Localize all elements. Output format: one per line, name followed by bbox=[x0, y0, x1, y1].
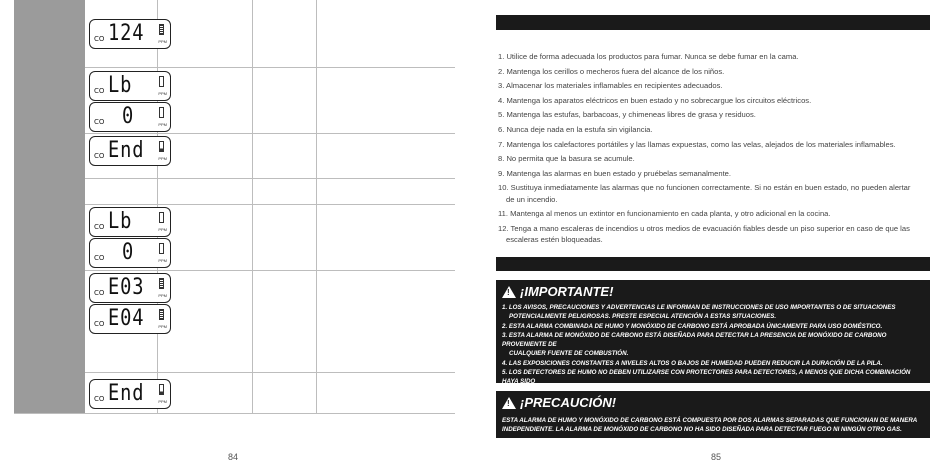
lcd-display: CO Lb PPM bbox=[89, 71, 171, 101]
battery-icon bbox=[159, 243, 164, 254]
battery-icon bbox=[159, 384, 164, 395]
section-header-bar bbox=[496, 15, 930, 30]
list-item: 8. No permita que la basura se acumule. bbox=[498, 154, 635, 164]
section-divider-bar bbox=[496, 257, 930, 271]
safety-tips-list bbox=[498, 50, 928, 248]
lcd-reading: 0 bbox=[122, 104, 135, 129]
table-row bbox=[14, 67, 455, 134]
lcd-display: CO End PPM bbox=[89, 136, 171, 166]
list-item: 4. Mantenga los aparatos eléctricos en buen estado y no sobrecargue los circuitos eléctricos. bbox=[498, 95, 812, 105]
indicator-table bbox=[14, 0, 455, 413]
important-box: ! ¡IMPORTANTE! 1. LOS AVISOS, PRECAUCIONES Y ADVERTENCIAS LE INFORMAN DE INSTRUCCIONES DE USO IMPORTANTES O DE SITUACIONES POTENCIALMENTE PELIGROSAS. PRESTE ESPECIAL ATENCIÓN A ESTAS SITUACIONES. 2. ESTA ALARMA COMBINADA DE HUMO Y MONÓXIDO DE CARBONO ESTÁ APROBADA ÚNICAMENTE PARA USO DOMÉSTICO. 3. ESTA ALARMA DE MONÓXIDO DE CARBONO ESTÁ DISEÑADA PARA DETECTAR LA PRESENCIA DE MONÓXIDO DE CARBONO PROVENIENTE DE CUALQUIER FUENTE DE COMBUSTIÓN. 4. LAS EXPOSICIONES CONSTANTES A NIVELES ALTOS O BAJOS DE HUMEDAD PUEDEN REDUCIR LA DURACIÓN DE LA PILA. 5. LOS DETECTORES DE HUMO NO DEBEN UTILIZARSE CON PROTECTORES PARA DETECTORES, A MENOS QUE DICHA COMBINACIÓN HAYA SIDO bbox=[496, 280, 930, 383]
battery-icon bbox=[159, 107, 164, 118]
important-heading: ! ¡IMPORTANTE! bbox=[502, 284, 924, 299]
caution-heading: ! ¡PRECAUCIÓN! bbox=[502, 395, 924, 410]
battery-icon bbox=[159, 309, 164, 320]
lcd-display: CO E04 PPM bbox=[89, 304, 171, 334]
list-item: 5. Mantenga las estufas, barbacoas, y chimeneas libres de grasa y residuos. bbox=[498, 110, 756, 120]
lcd-display: CO E03 PPM bbox=[89, 273, 171, 303]
battery-icon bbox=[159, 24, 164, 35]
list-item: 2. Mantenga los cerillos o mecheros fuera del alcance de los niños. bbox=[498, 66, 725, 76]
battery-icon bbox=[159, 141, 164, 152]
warning-triangle-icon: ! bbox=[502, 286, 516, 298]
lcd-display: CO 0 PPM bbox=[89, 102, 171, 132]
battery-icon bbox=[159, 212, 164, 223]
list-item: 6. Nunca deje nada en la estufa sin vigilancia. bbox=[498, 124, 653, 134]
lcd-reading: End bbox=[108, 381, 145, 406]
list-item: 9. Mantenga las alarmas en buen estado y pruébelas semanalmente. bbox=[498, 168, 732, 178]
table-row bbox=[14, 372, 455, 414]
lcd-reading: Lb bbox=[108, 73, 133, 98]
lcd-display: CO End PPM bbox=[89, 379, 171, 409]
lcd-reading: E03 bbox=[108, 275, 145, 300]
lcd-reading: Lb bbox=[108, 209, 133, 234]
lcd-reading: 0 bbox=[122, 240, 135, 265]
page-number-left: 84 bbox=[228, 452, 239, 462]
lcd-reading: E04 bbox=[108, 306, 145, 331]
lcd-reading: 124 bbox=[108, 21, 145, 46]
list-item: 3. Almacenar los materiales inflamables en recipientes adecuados. bbox=[498, 81, 723, 91]
list-item: 1. Utilice de forma adecuada los productos para fumar. Nunca se debe fumar en la cama. bbox=[498, 52, 799, 61]
page-number-right: 85 bbox=[711, 452, 722, 462]
list-item: 10. Sustituya inmediatamente las alarmas que no funcionen correctamente. Si no están en buen estado, no pueden alertar de un incendio. bbox=[498, 183, 911, 204]
list-item: 12. Tenga a mano escaleras de incendios u otros medios de evacuación fiables desde un piso superior en caso de que las escaleras estén bloqueadas. bbox=[498, 223, 910, 245]
table-row bbox=[14, 178, 455, 205]
battery-icon bbox=[159, 278, 164, 289]
battery-icon bbox=[159, 76, 164, 87]
list-item: 11. Mantenga al menos un extintor en funcionamiento en cada planta, y otro adicional en la cocina. bbox=[498, 209, 831, 219]
warning-triangle-icon: ! bbox=[502, 397, 516, 409]
table-row bbox=[14, 270, 455, 373]
table-row bbox=[14, 204, 455, 271]
lcd-display: CO 0 PPM bbox=[89, 238, 171, 268]
lcd-display: CO 124 PPM bbox=[89, 19, 171, 49]
list-item: 7. Mantenga los calefactores portátiles y las llamas expuestas, como las velas, alejados de los materiales inflamables. bbox=[498, 139, 896, 149]
lcd-display: CO Lb PPM bbox=[89, 207, 171, 237]
lcd-reading: End bbox=[108, 138, 145, 163]
table-row bbox=[14, 0, 455, 68]
caution-box: ! ¡PRECAUCIÓN! ESTA ALARMA DE HUMO Y MONÓXIDO DE CARBONO ESTÁ COMPUESTA POR DOS ALARMAS SEPARADAS QUE FUNCIONAN DE MANERA INDEPENDIENTE. LA ALARMA DE MONÓXIDO DE CARBONO NO HA SIDO DISEÑADA PARA DETECTAR FUEGO NI NINGÚN OTRO GAS. bbox=[496, 391, 930, 438]
table-row bbox=[14, 133, 455, 179]
